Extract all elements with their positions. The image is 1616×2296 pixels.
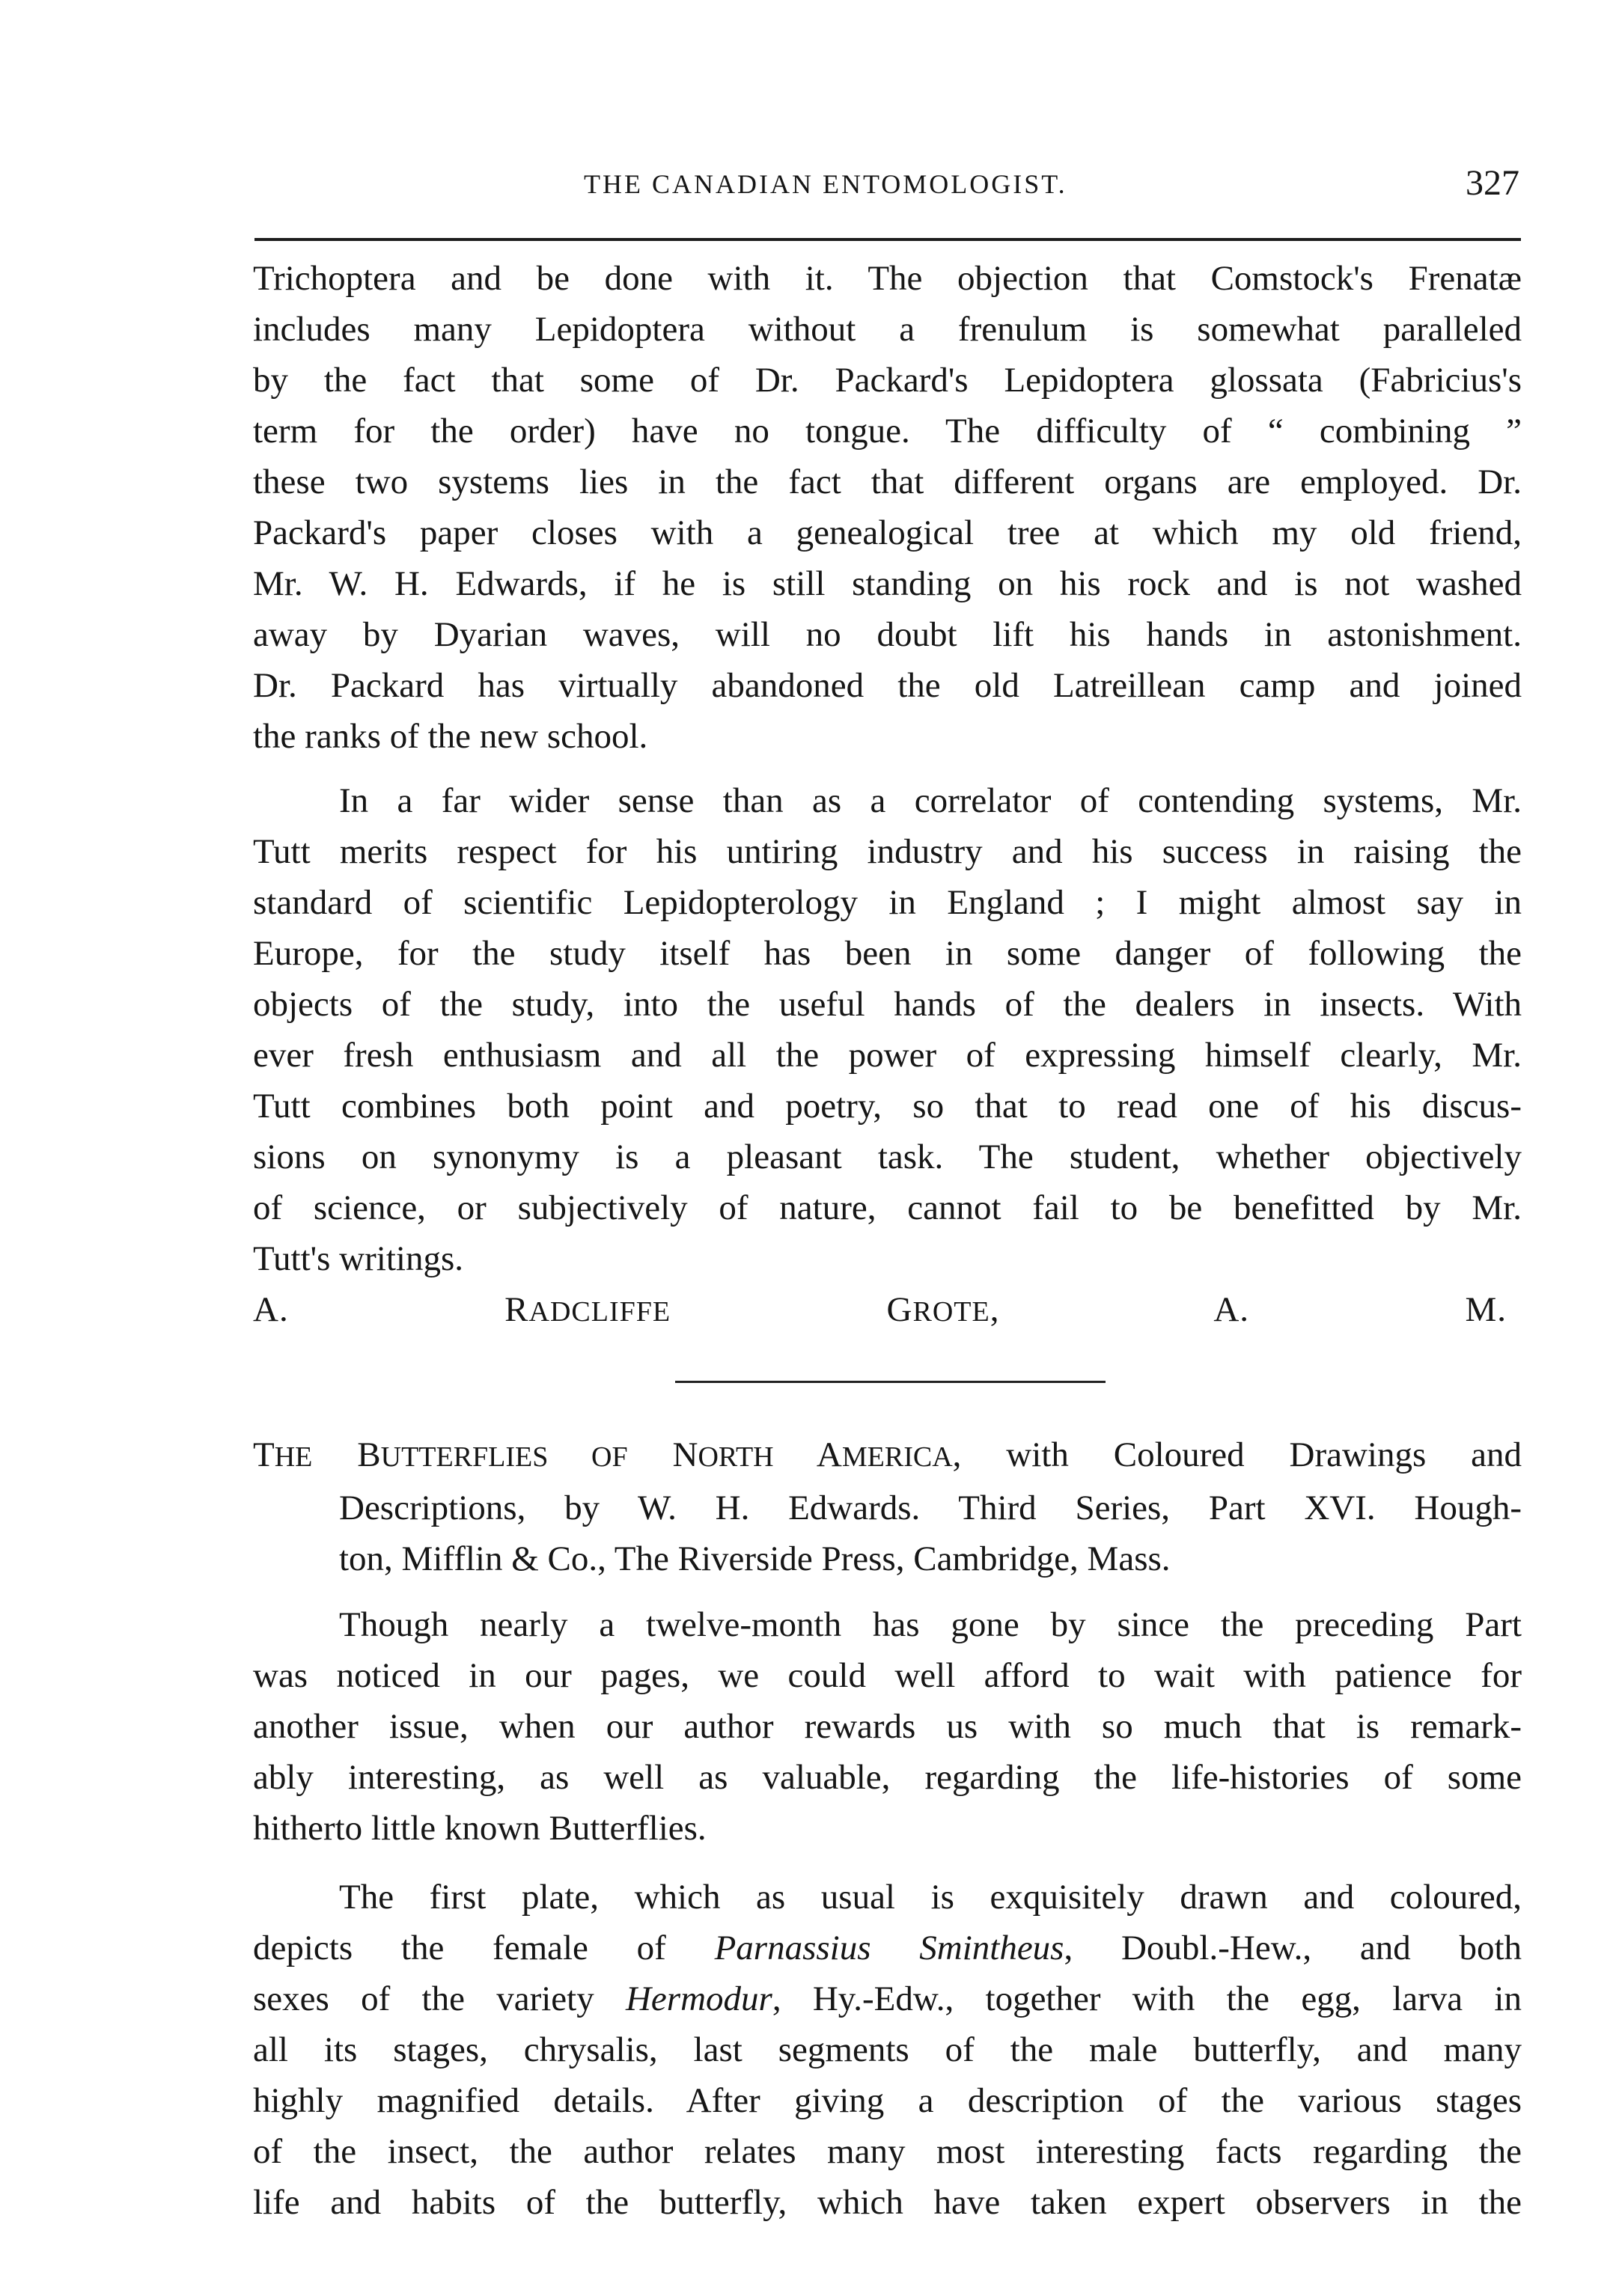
header-rule — [254, 238, 1521, 241]
text-line: ably interesting, as well as valuable, regarding the life-histories of some — [253, 1758, 1522, 1797]
text-line: Tutt's writings. — [253, 1239, 463, 1278]
text-line: Europe, for the study itself has been in some danger of following the — [253, 934, 1522, 973]
text-line: hitherto little known Butterflies. — [253, 1809, 707, 1848]
journal-title: THE CANADIAN ENTOMOLOGIST. — [584, 169, 1067, 199]
text-line: away by Dyarian waves, will no doubt lift his hands in astonishment. — [253, 615, 1522, 654]
author-signature: A. RADCLIFFE GROTE, A. M. — [253, 1290, 1507, 1329]
review-title-line: THE BUTTERFLIES OF NORTH AMERICA, with Coloured Drawings and — [253, 1435, 1522, 1474]
review-title-line: ton, Mifflin & Co., The Riverside Press, Cambridge, Mass. — [339, 1539, 1171, 1578]
text-line: objects of the study, into the useful hands of the dealers in insects. With — [253, 985, 1522, 1024]
page-number: 327 — [1466, 163, 1519, 203]
text-line: sexes of the variety Hermodur, Hy.-Edw., together with the egg, larva in — [253, 1979, 1522, 2018]
text-line: life and habits of the butterfly, which have taken expert observers in the — [253, 2183, 1522, 2222]
text-line: Though nearly a twelve-month has gone by since the preceding Part — [339, 1605, 1522, 1644]
text-line: all its stages, chrysalis, last segments of the male butterfly, and many — [253, 2030, 1522, 2069]
text-line: Packard's paper closes with a genealogical tree at which my old friend, — [253, 513, 1522, 552]
text-line: the ranks of the new school. — [253, 717, 648, 756]
text-line: includes many Lepidoptera without a frenulum is somewhat paralleled — [253, 310, 1522, 349]
text-line: of science, or subjectively of nature, cannot fail to be benefitted by Mr. — [253, 1188, 1522, 1227]
variety-name: Hermodur — [625, 1979, 772, 2018]
text-line: In a far wider sense than as a correlator of contending systems, Mr. — [339, 781, 1522, 820]
text-line: Tutt merits respect for his untiring industry and his success in raising the — [253, 832, 1522, 871]
review-title-line: Descriptions, by W. H. Edwards. Third Series, Part XVI. Hough- — [339, 1489, 1522, 1527]
text-line: was noticed in our pages, we could well afford to wait with patience for — [253, 1656, 1522, 1695]
species-name: Parnassius Smintheus — [714, 1929, 1064, 1967]
text-line: another issue, when our author rewards us with so much that is remark- — [253, 1707, 1522, 1746]
text-line: Mr. W. H. Edwards, if he is still standing on his rock and is not washed — [253, 564, 1522, 603]
text-line: Trichoptera and be done with it. The objection that Comstock's Frenatæ — [253, 259, 1522, 298]
text-line: Tutt combines both point and poetry, so that to read one of his discus- — [253, 1087, 1522, 1126]
body-text — [253, 253, 1522, 2228]
running-head — [254, 163, 1519, 213]
section-divider — [675, 1381, 1106, 1383]
text-line: of the insect, the author relates many most interesting facts regarding the — [253, 2132, 1522, 2171]
review-paragraph-2 — [253, 1872, 1522, 2228]
text-line: Dr. Packard has virtually abandoned the old Latreillean camp and joined — [253, 666, 1522, 705]
text-line: highly magnified details. After giving a description of the various stages — [253, 2081, 1522, 2120]
text-line: The first plate, which as usual is exquisitely drawn and coloured, — [339, 1878, 1522, 1917]
continuation-paragraph — [253, 253, 1522, 762]
tutt-paragraph — [253, 775, 1522, 1284]
review-paragraph-1 — [253, 1599, 1522, 1854]
review-heading — [253, 1429, 1522, 1584]
text-line: sions on synonymy is a pleasant task. The student, whether objectively — [253, 1138, 1522, 1176]
text-line: term for the order) have no tongue. The difficulty of “ combining ” — [253, 412, 1522, 451]
text-line: depicts the female of Parnassius Smintheus, Doubl.-Hew., and both — [253, 1929, 1522, 1967]
text-line: ever fresh enthusiasm and all the power of expressing himself clearly, Mr. — [253, 1036, 1522, 1075]
text-line: by the fact that some of Dr. Packard's Lepidoptera glossata (Fabricius's — [253, 361, 1522, 400]
text-line: these two systems lies in the fact that different organs are employed. Dr. — [253, 462, 1522, 501]
text-line: standard of scientific Lepidopterology in England ; I might almost say in — [253, 883, 1522, 922]
